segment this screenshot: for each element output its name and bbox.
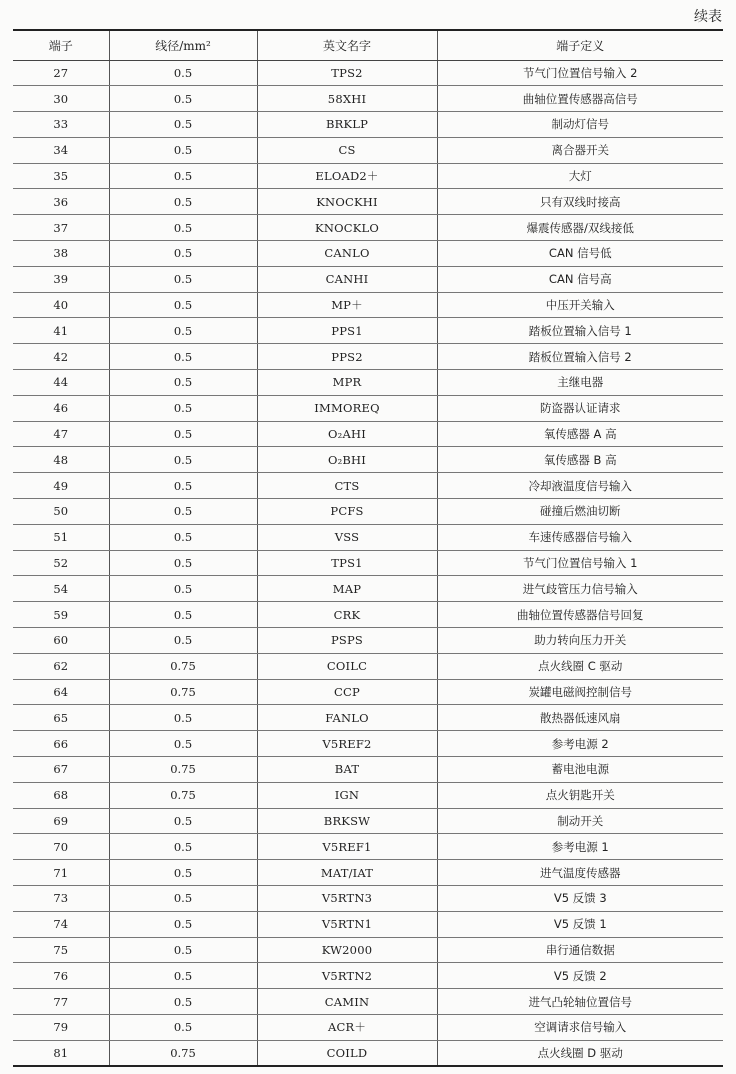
- table-row: [13, 653, 723, 679]
- cell-english-name: KW2000: [257, 937, 437, 963]
- cell-english-name: V5REF1: [257, 834, 437, 860]
- cell-pin: 38: [13, 241, 109, 267]
- cell-definition: 爆震传感器/双线接低: [437, 215, 723, 241]
- table-row: [13, 860, 723, 886]
- cell-pin: 64: [13, 679, 109, 705]
- cell-pin: 69: [13, 808, 109, 834]
- cell-definition: 只有双线时接高: [437, 189, 723, 215]
- cell-pin: 77: [13, 989, 109, 1015]
- table-row: [13, 731, 723, 757]
- table-row: [13, 215, 723, 241]
- cell-definition: V5 反馈 2: [437, 963, 723, 989]
- cell-english-name: O₂BHI: [257, 447, 437, 473]
- cell-wire-gauge: 0.5: [109, 808, 257, 834]
- cell-pin: 39: [13, 266, 109, 292]
- table-row: [13, 679, 723, 705]
- cell-english-name: KNOCKHI: [257, 189, 437, 215]
- cell-definition: V5 反馈 3: [437, 886, 723, 912]
- cell-wire-gauge: 0.5: [109, 473, 257, 499]
- cell-wire-gauge: 0.5: [109, 215, 257, 241]
- cell-wire-gauge: 0.5: [109, 344, 257, 370]
- cell-definition: 串行通信数据: [437, 937, 723, 963]
- cell-pin: 67: [13, 757, 109, 783]
- cell-pin: 50: [13, 499, 109, 525]
- cell-pin: 74: [13, 911, 109, 937]
- table-row: [13, 834, 723, 860]
- cell-wire-gauge: 0.5: [109, 499, 257, 525]
- cell-definition: 氧传感器 B 高: [437, 447, 723, 473]
- cell-english-name: COILD: [257, 1040, 437, 1066]
- cell-english-name: PSPS: [257, 628, 437, 654]
- cell-pin: 54: [13, 576, 109, 602]
- cell-definition: CAN 信号高: [437, 266, 723, 292]
- cell-pin: 59: [13, 602, 109, 628]
- table-row: [13, 757, 723, 783]
- cell-wire-gauge: 0.5: [109, 602, 257, 628]
- table-row: [13, 318, 723, 344]
- cell-pin: 30: [13, 86, 109, 112]
- cell-english-name: PPS2: [257, 344, 437, 370]
- cell-definition: CAN 信号低: [437, 241, 723, 267]
- cell-english-name: ELOAD2＋: [257, 163, 437, 189]
- cell-english-name: CRK: [257, 602, 437, 628]
- cell-english-name: TPS1: [257, 550, 437, 576]
- table-row: [13, 292, 723, 318]
- cell-wire-gauge: 0.5: [109, 576, 257, 602]
- table-row: [13, 395, 723, 421]
- cell-english-name: COILC: [257, 653, 437, 679]
- cell-english-name: BRKSW: [257, 808, 437, 834]
- cell-english-name: KNOCKLO: [257, 215, 437, 241]
- cell-english-name: BRKLP: [257, 112, 437, 138]
- table-row: [13, 576, 723, 602]
- cell-pin: 68: [13, 782, 109, 808]
- cell-english-name: ACR＋: [257, 1014, 437, 1040]
- cell-english-name: MPR: [257, 370, 437, 396]
- table-row: [13, 189, 723, 215]
- cell-wire-gauge: 0.5: [109, 989, 257, 1015]
- cell-pin: 36: [13, 189, 109, 215]
- table-row: [13, 344, 723, 370]
- cell-english-name: CCP: [257, 679, 437, 705]
- table-row: [13, 163, 723, 189]
- cell-english-name: BAT: [257, 757, 437, 783]
- cell-pin: 60: [13, 628, 109, 654]
- cell-wire-gauge: 0.5: [109, 886, 257, 912]
- cell-wire-gauge: 0.75: [109, 782, 257, 808]
- cell-wire-gauge: 0.75: [109, 653, 257, 679]
- cell-definition: 节气门位置信号输入 2: [437, 60, 723, 86]
- cell-pin: 73: [13, 886, 109, 912]
- cell-english-name: VSS: [257, 524, 437, 550]
- cell-definition: 制动开关: [437, 808, 723, 834]
- cell-english-name: O₂AHI: [257, 421, 437, 447]
- cell-pin: 33: [13, 112, 109, 138]
- cell-wire-gauge: 0.5: [109, 421, 257, 447]
- cell-pin: 52: [13, 550, 109, 576]
- cell-definition: 踏板位置输入信号 2: [437, 344, 723, 370]
- table-row: [13, 473, 723, 499]
- cell-english-name: FANLO: [257, 705, 437, 731]
- table-row: [13, 86, 723, 112]
- header-english-name: 英文名字: [257, 30, 437, 60]
- header-pin: 端子: [13, 30, 109, 60]
- cell-wire-gauge: 0.5: [109, 86, 257, 112]
- table-row: [13, 782, 723, 808]
- cell-english-name: IGN: [257, 782, 437, 808]
- cell-wire-gauge: 0.5: [109, 266, 257, 292]
- cell-english-name: CS: [257, 137, 437, 163]
- cell-wire-gauge: 0.5: [109, 550, 257, 576]
- table-row: [13, 911, 723, 937]
- table-body: [13, 60, 723, 1066]
- cell-definition: 点火线圈 C 驱动: [437, 653, 723, 679]
- cell-definition: 进气歧管压力信号输入: [437, 576, 723, 602]
- cell-pin: 65: [13, 705, 109, 731]
- cell-wire-gauge: 0.5: [109, 395, 257, 421]
- cell-wire-gauge: 0.5: [109, 705, 257, 731]
- cell-english-name: V5RTN1: [257, 911, 437, 937]
- table-row: [13, 963, 723, 989]
- cell-pin: 47: [13, 421, 109, 447]
- table-row: [13, 628, 723, 654]
- cell-pin: 42: [13, 344, 109, 370]
- cell-definition: 碰撞后燃油切断: [437, 499, 723, 525]
- cell-definition: 离合器开关: [437, 137, 723, 163]
- table-row: [13, 241, 723, 267]
- header-wire-gauge: 线径/mm²: [109, 30, 257, 60]
- cell-english-name: MP＋: [257, 292, 437, 318]
- cell-pin: 75: [13, 937, 109, 963]
- cell-english-name: CAMIN: [257, 989, 437, 1015]
- header-definition: 端子定义: [437, 30, 723, 60]
- cell-english-name: PCFS: [257, 499, 437, 525]
- cell-english-name: IMMOREQ: [257, 395, 437, 421]
- cell-pin: 70: [13, 834, 109, 860]
- cell-definition: 蓄电池电源: [437, 757, 723, 783]
- cell-wire-gauge: 0.5: [109, 628, 257, 654]
- cell-english-name: TPS2: [257, 60, 437, 86]
- cell-definition: 曲轴位置传感器高信号: [437, 86, 723, 112]
- cell-wire-gauge: 0.5: [109, 370, 257, 396]
- table-row: [13, 447, 723, 473]
- cell-pin: 41: [13, 318, 109, 344]
- cell-wire-gauge: 0.5: [109, 860, 257, 886]
- cell-definition: 散热器低速风扇: [437, 705, 723, 731]
- cell-english-name: CANLO: [257, 241, 437, 267]
- cell-wire-gauge: 0.5: [109, 292, 257, 318]
- cell-english-name: V5REF2: [257, 731, 437, 757]
- table-header-row: [13, 30, 723, 60]
- cell-pin: 76: [13, 963, 109, 989]
- cell-pin: 51: [13, 524, 109, 550]
- cell-definition: 节气门位置信号输入 1: [437, 550, 723, 576]
- cell-definition: 制动灯信号: [437, 112, 723, 138]
- cell-definition: 防盗器认证请求: [437, 395, 723, 421]
- table-row: [13, 808, 723, 834]
- table-row: [13, 705, 723, 731]
- table-row: [13, 1040, 723, 1066]
- cell-wire-gauge: 0.5: [109, 163, 257, 189]
- cell-pin: 48: [13, 447, 109, 473]
- table-row: [13, 137, 723, 163]
- cell-wire-gauge: 0.75: [109, 679, 257, 705]
- cell-wire-gauge: 0.5: [109, 112, 257, 138]
- cell-english-name: PPS1: [257, 318, 437, 344]
- table-row: [13, 499, 723, 525]
- cell-wire-gauge: 0.5: [109, 1014, 257, 1040]
- cell-definition: 参考电源 1: [437, 834, 723, 860]
- cell-definition: 曲轴位置传感器信号回复: [437, 602, 723, 628]
- cell-pin: 46: [13, 395, 109, 421]
- cell-definition: 进气凸轮轴位置信号: [437, 989, 723, 1015]
- cell-definition: 主继电器: [437, 370, 723, 396]
- continued-label: 续表: [694, 9, 722, 25]
- cell-wire-gauge: 0.5: [109, 963, 257, 989]
- cell-english-name: V5RTN2: [257, 963, 437, 989]
- table-row: [13, 602, 723, 628]
- table-row: [13, 886, 723, 912]
- cell-wire-gauge: 0.75: [109, 757, 257, 783]
- pin-definition-table: [13, 29, 723, 1067]
- cell-english-name: MAT/IAT: [257, 860, 437, 886]
- cell-wire-gauge: 0.5: [109, 834, 257, 860]
- cell-wire-gauge: 0.5: [109, 241, 257, 267]
- cell-wire-gauge: 0.5: [109, 731, 257, 757]
- cell-definition: 踏板位置输入信号 1: [437, 318, 723, 344]
- cell-pin: 27: [13, 60, 109, 86]
- cell-pin: 37: [13, 215, 109, 241]
- cell-pin: 81: [13, 1040, 109, 1066]
- cell-wire-gauge: 0.5: [109, 318, 257, 344]
- cell-pin: 35: [13, 163, 109, 189]
- cell-pin: 79: [13, 1014, 109, 1040]
- cell-pin: 66: [13, 731, 109, 757]
- cell-english-name: 58XHI: [257, 86, 437, 112]
- cell-definition: 氧传感器 A 高: [437, 421, 723, 447]
- cell-definition: 冷却液温度信号输入: [437, 473, 723, 499]
- cell-wire-gauge: 0.5: [109, 60, 257, 86]
- cell-pin: 62: [13, 653, 109, 679]
- cell-pin: 49: [13, 473, 109, 499]
- table-row: [13, 550, 723, 576]
- cell-definition: 大灯: [437, 163, 723, 189]
- table-row: [13, 60, 723, 86]
- cell-english-name: CTS: [257, 473, 437, 499]
- cell-wire-gauge: 0.75: [109, 1040, 257, 1066]
- cell-pin: 71: [13, 860, 109, 886]
- cell-definition: 进气温度传感器: [437, 860, 723, 886]
- cell-english-name: CANHI: [257, 266, 437, 292]
- cell-pin: 44: [13, 370, 109, 396]
- cell-definition: 炭罐电磁阀控制信号: [437, 679, 723, 705]
- cell-pin: 40: [13, 292, 109, 318]
- cell-definition: 点火钥匙开关: [437, 782, 723, 808]
- table-row: [13, 421, 723, 447]
- cell-definition: 中压开关输入: [437, 292, 723, 318]
- cell-pin: 34: [13, 137, 109, 163]
- cell-definition: 空调请求信号输入: [437, 1014, 723, 1040]
- cell-english-name: MAP: [257, 576, 437, 602]
- table-row: [13, 989, 723, 1015]
- cell-definition: 点火线圈 D 驱动: [437, 1040, 723, 1066]
- cell-wire-gauge: 0.5: [109, 524, 257, 550]
- table-row: [13, 370, 723, 396]
- cell-wire-gauge: 0.5: [109, 137, 257, 163]
- cell-english-name: V5RTN3: [257, 886, 437, 912]
- cell-definition: 车速传感器信号输入: [437, 524, 723, 550]
- table-row: [13, 937, 723, 963]
- cell-wire-gauge: 0.5: [109, 911, 257, 937]
- cell-definition: 助力转向压力开关: [437, 628, 723, 654]
- table-row: [13, 1014, 723, 1040]
- cell-definition: V5 反馈 1: [437, 911, 723, 937]
- table-row: [13, 524, 723, 550]
- cell-wire-gauge: 0.5: [109, 937, 257, 963]
- cell-wire-gauge: 0.5: [109, 447, 257, 473]
- cell-definition: 参考电源 2: [437, 731, 723, 757]
- table-row: [13, 112, 723, 138]
- cell-wire-gauge: 0.5: [109, 189, 257, 215]
- table-row: [13, 266, 723, 292]
